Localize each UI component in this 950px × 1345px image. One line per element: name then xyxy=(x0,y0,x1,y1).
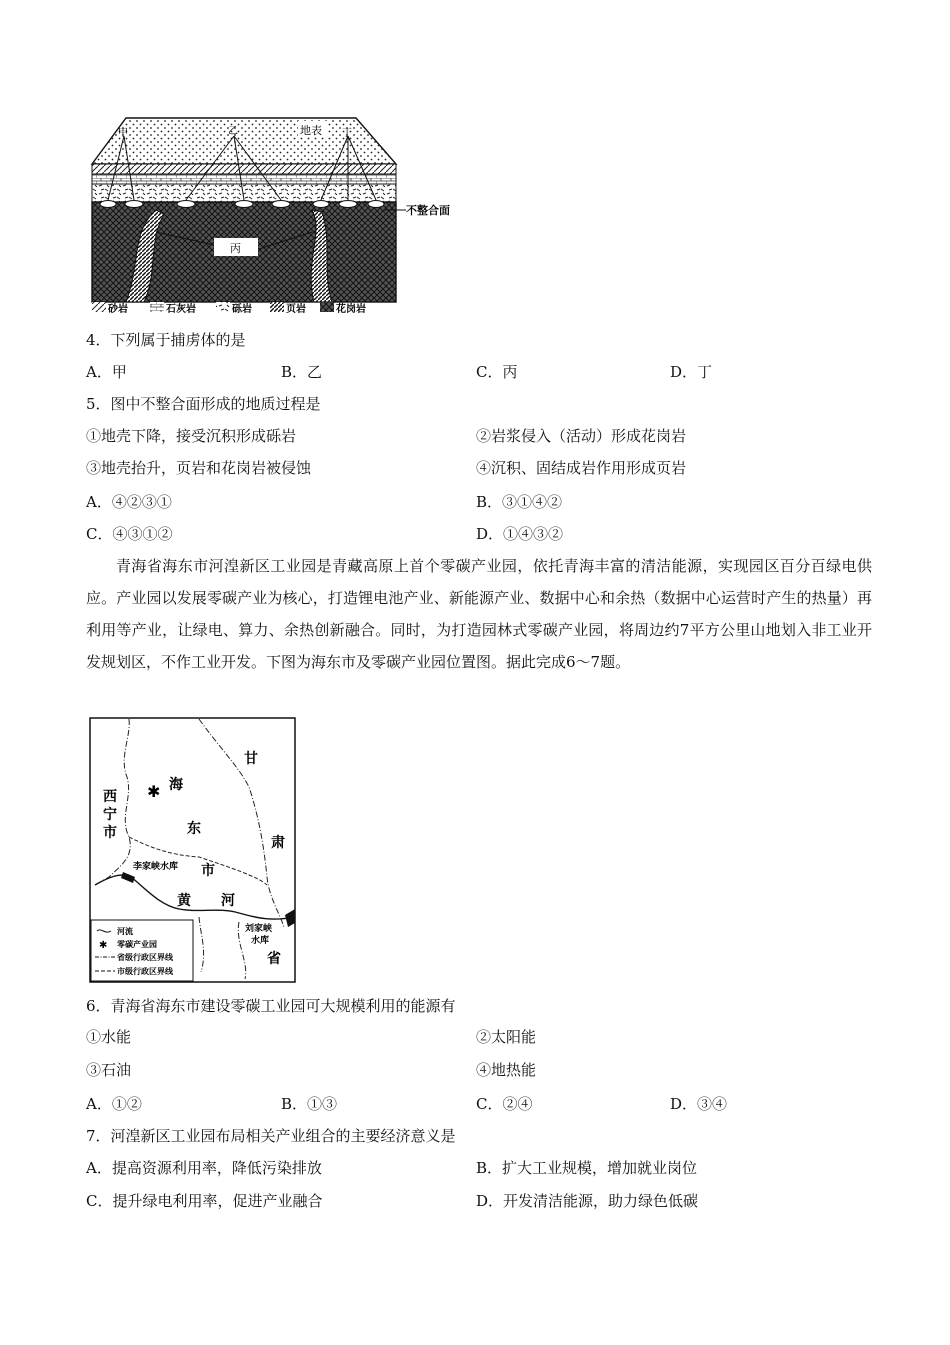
haidong-location-map xyxy=(89,717,296,983)
q5-item-3: ③地壳抬升，页岩和花岗岩被侵蚀 xyxy=(86,459,312,477)
q6-stem: 6．青海省海东市建设零碳工业园可大规模利用的能源有 xyxy=(86,997,456,1015)
zero-carbon-park-icon: ✱ xyxy=(147,782,161,801)
q6-item-1: ①水能 xyxy=(86,1028,132,1046)
huanghe-char-2: 河 xyxy=(221,893,235,909)
q5-option-a[interactable]: A．④②③① xyxy=(86,493,172,511)
geology-legend xyxy=(92,302,366,315)
q4-option-a[interactable]: A．甲 xyxy=(86,363,127,381)
xining-char-2: 宁 xyxy=(103,807,117,823)
liujiaxia-label-1: 刘家峡 xyxy=(245,924,273,934)
xining-char-1: 西 xyxy=(103,789,117,805)
q7-option-a[interactable]: A．提高资源利用率，降低污染排放 xyxy=(86,1159,322,1177)
geology-cross-section xyxy=(86,112,462,318)
haidong-char-1: 海 xyxy=(169,777,183,793)
gansu-char-2: 肃 xyxy=(271,835,285,851)
liujiaxia-label-2: 水库 xyxy=(251,936,270,946)
legend-conglomerate: 砾岩 xyxy=(232,304,252,315)
haidong-char-2: 东 xyxy=(187,821,201,837)
q4-option-b[interactable]: B．乙 xyxy=(281,363,323,381)
q7-option-b[interactable]: B．扩大工业规模，增加就业岗位 xyxy=(476,1159,698,1177)
legend-river: 河流 xyxy=(117,927,133,936)
lijiaxia-label: 李家峡水库 xyxy=(133,862,179,872)
q6-item-3: ③石油 xyxy=(86,1061,132,1079)
label-jia: 甲 xyxy=(118,128,128,139)
q7-option-d[interactable]: D．开发清洁能源，助力绿色低碳 xyxy=(476,1192,699,1210)
q5-item-4: ④沉积、固结成岩作用形成页岩 xyxy=(476,459,687,477)
label-ding: 丁 xyxy=(342,128,352,139)
q6-option-d[interactable]: D．③④ xyxy=(670,1095,728,1113)
legend-star-icon: ✱ xyxy=(99,940,108,951)
q7-stem: 7．河湟新区工业园布局相关产业组合的主要经济意义是 xyxy=(86,1127,456,1145)
surface-label: 地表 xyxy=(300,124,322,137)
q4-option-c[interactable]: C．丙 xyxy=(476,363,518,381)
q5-option-b[interactable]: B．③①④② xyxy=(476,493,563,511)
q4-option-d[interactable]: D．丁 xyxy=(670,363,713,381)
legend-granite: 花岗岩 xyxy=(336,304,366,315)
unconformity-label: 不整合面 xyxy=(406,204,450,217)
map-figure xyxy=(89,717,296,983)
q6-item-4: ④地热能 xyxy=(476,1061,537,1079)
q5-option-d[interactable]: D．①④③② xyxy=(476,525,564,543)
label-yi: 乙 xyxy=(228,126,238,137)
legend-provincial: 省级行政区界线 xyxy=(117,953,173,962)
map-legend xyxy=(91,920,193,981)
gansu-char-1: 甘 xyxy=(244,751,258,767)
gansu-char-3: 省 xyxy=(267,951,281,967)
q7-option-c[interactable]: C．提升绿电利用率，促进产业融合 xyxy=(86,1192,323,1210)
xining-char-3: 市 xyxy=(103,825,117,841)
q5-stem: 5．图中不整合面形成的地质过程是 xyxy=(86,395,321,413)
reading-passage: 青海省海东市河湟新区工业园是青藏高原上首个零碳产业园，依托青海丰富的清洁能源，实现园区百分百绿电供应。产业园以发展零碳产业为核心，打造锂电池产业、新能源产业、数据中心和余热（数据中心运营时产生的热量）再利用等产业，让绿电、算力、余热创新融合。同时，为打造园林式零碳产业园，将周边约7平方公里山地划入非工业开发规划区，不作工业开发。下图为海东市及零碳产业园位置图。据此完成6～7题。 xyxy=(86,557,872,671)
q5-item-2: ②岩浆侵入（活动）形成花岗岩 xyxy=(476,427,687,445)
q6-item-2: ②太阳能 xyxy=(476,1028,537,1046)
q6-option-a[interactable]: A．①② xyxy=(86,1095,142,1113)
q4-stem: 4．下列属于捕虏体的是 xyxy=(86,331,246,349)
huanghe-char-1: 黄 xyxy=(177,893,191,909)
q6-option-c[interactable]: C．②④ xyxy=(476,1095,533,1113)
legend-sandstone: 砂岩 xyxy=(108,304,128,315)
legend-limestone: 石灰岩 xyxy=(166,304,196,315)
geology-figure xyxy=(86,112,462,318)
q5-option-c[interactable]: C．④③①② xyxy=(86,525,173,543)
haidong-char-3: 市 xyxy=(201,863,215,879)
label-bing: 丙 xyxy=(230,242,241,255)
legend-shale: 页岩 xyxy=(286,304,306,315)
legend-city: 市级行政区界线 xyxy=(117,967,173,976)
legend-park: 零碳产业园 xyxy=(117,940,157,949)
q5-item-1: ①地壳下降，接受沉积形成砾岩 xyxy=(86,427,297,445)
q6-option-b[interactable]: B．①③ xyxy=(281,1095,338,1113)
